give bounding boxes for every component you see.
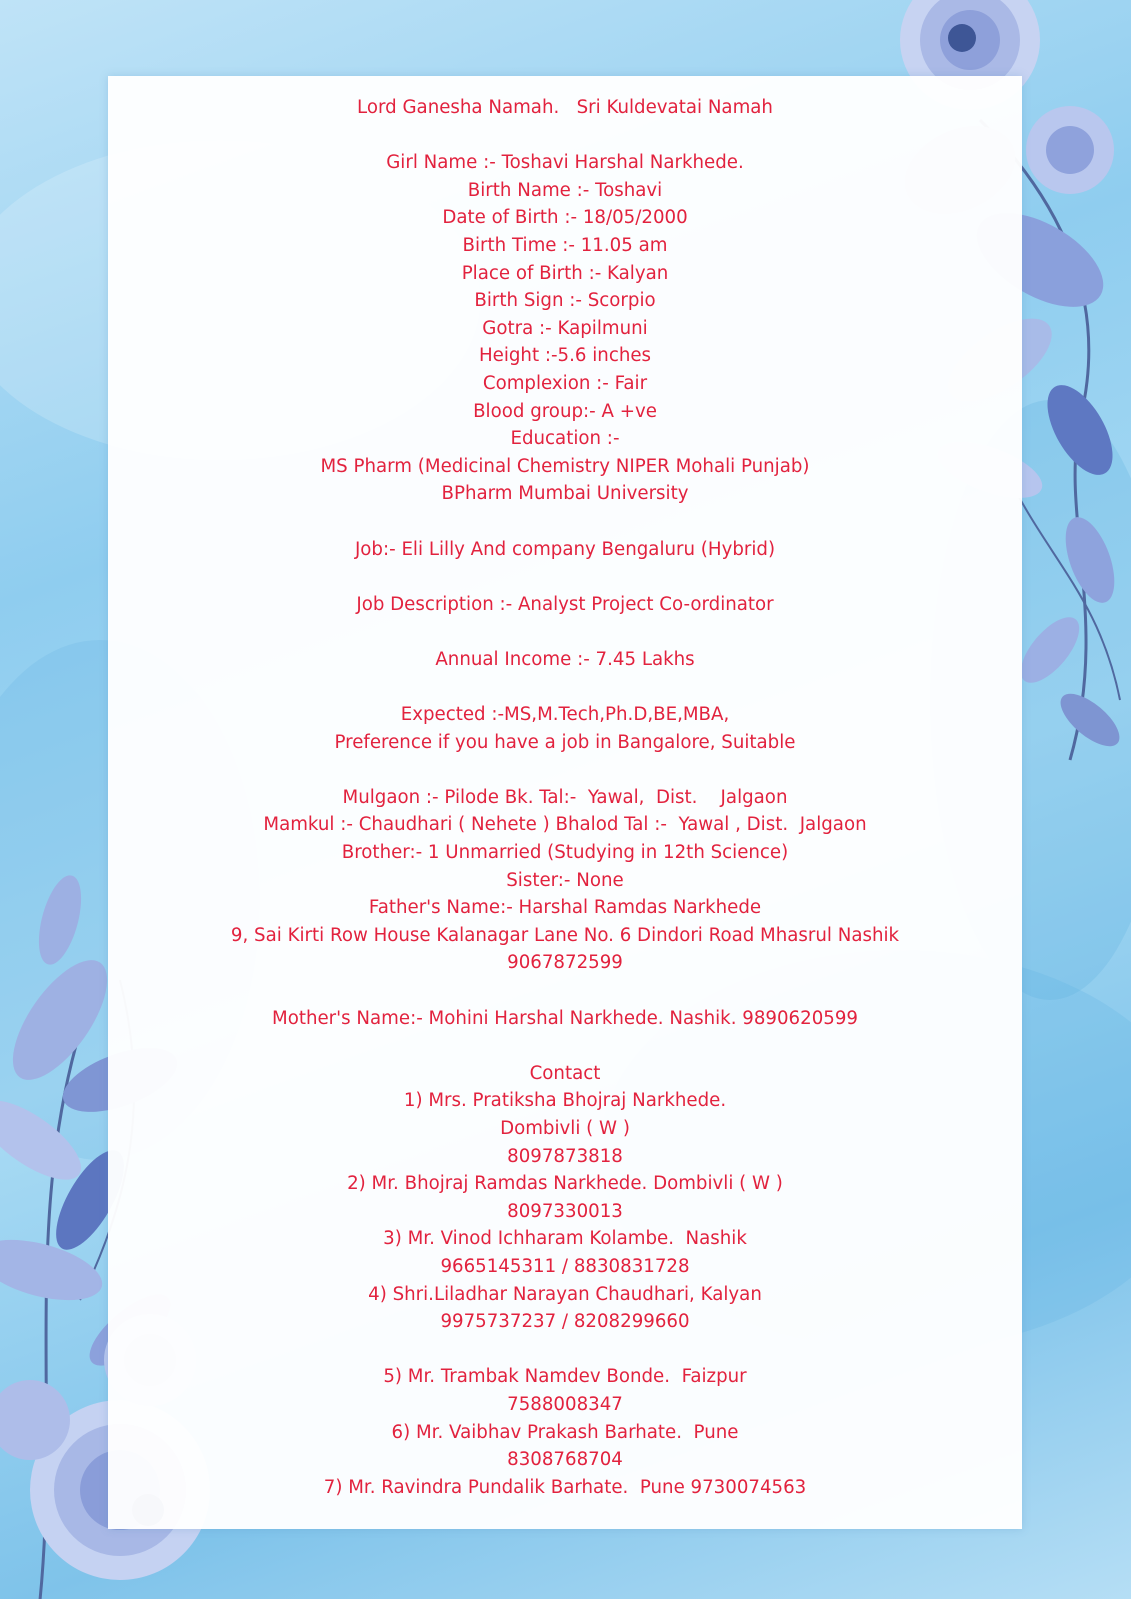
- address: 9, Sai Kirti Row House Kalanagar Lane No. 6 Dindori Road Mhasrul Nashik: [230, 924, 900, 946]
- education-label: Education :-: [510, 428, 620, 450]
- contact-line: 8097873818: [507, 1145, 623, 1167]
- date-of-birth: Date of Birth :- 18/05/2000: [442, 207, 688, 229]
- job-description: Job Description :- Analyst Project Co-ordinator: [356, 593, 774, 615]
- birth-sign: Birth Sign :- Scorpio: [474, 290, 656, 312]
- contact-line: 8097330013: [507, 1200, 623, 1222]
- birth-place: Place of Birth :- Kalyan: [461, 262, 669, 284]
- complexion: Complexion :- Fair: [482, 372, 648, 394]
- contact-line: 6) Mr. Vaibhav Prakash Barhate. Pune: [391, 1421, 739, 1443]
- brother: Brother:- 1 Unmarried (Studying in 12th Science): [341, 842, 789, 864]
- education-ms: MS Pharm (Medicinal Chemistry NIPER Mohali Punjab): [320, 455, 810, 477]
- contact-line: 9975737237 / 8208299660: [440, 1311, 690, 1333]
- mamkul: Mamkul :- Chaudhari ( Nehete ) Bhalod Tal :- Yawal , Dist. Jalgaon: [263, 814, 867, 836]
- preference: Preference if you have a job in Bangalore, Suitable: [334, 731, 796, 753]
- contact-line: Dombivli ( W ): [500, 1117, 630, 1139]
- mulgaon: Mulgaon :- Pilode Bk. Tal:- Yawal, Dist. Jalgaon: [342, 786, 788, 808]
- expected: Expected :-MS,M.Tech,Ph.D,BE,MBA,: [400, 704, 730, 726]
- girl-name: Girl Name :- Toshavi Harshal Narkhede.: [386, 152, 744, 174]
- contact-line: 9665145311 / 8830831728: [440, 1255, 690, 1277]
- father-name: Father's Name:- Harshal Ramdas Narkhede: [368, 897, 762, 919]
- mother-name: Mother's Name:- Mohini Harshal Narkhede. Nashik. 9890620599: [272, 1007, 858, 1029]
- contact-line: 5) Mr. Trambak Namdev Bonde. Faizpur: [383, 1366, 747, 1388]
- biodata-card: [108, 76, 1022, 1529]
- height: Height :-5.6 inches: [478, 345, 652, 367]
- education-bpharm: BPharm Mumbai University: [441, 483, 689, 505]
- contact-line: 2) Mr. Bhojraj Ramdas Narkhede. Dombivli ( W ): [347, 1173, 783, 1195]
- birth-name: Birth Name :- Toshavi: [467, 179, 663, 201]
- sister: Sister:- None: [506, 869, 624, 891]
- gotra: Gotra :- Kapilmuni: [482, 317, 648, 339]
- father-phone: 9067872599: [507, 952, 623, 974]
- contact-line: 1) Mrs. Pratiksha Bhojraj Narkhede.: [403, 1090, 727, 1112]
- job: Job:- Eli Lilly And company Bengaluru (Hybrid): [354, 538, 776, 560]
- contact-heading: Contact: [529, 1062, 601, 1084]
- contact-line: 7) Mr. Ravindra Pundalik Barhate. Pune 9730074563: [323, 1476, 807, 1498]
- blood-group: Blood group:- A +ve: [473, 400, 657, 422]
- contact-line: 3) Mr. Vinod Ichharam Kolambe. Nashik: [383, 1228, 747, 1250]
- invocation: Lord Ganesha Namah. Sri Kuldevatai Namah: [357, 97, 773, 118]
- birth-time: Birth Time :- 11.05 am: [462, 234, 668, 256]
- contact-line: 8308768704: [507, 1449, 623, 1471]
- contact-line: 4) Shri.Liladhar Narayan Chaudhari, Kalyan: [368, 1283, 762, 1305]
- biodata-text: [108, 94, 1022, 1501]
- annual-income: Annual Income :- 7.45 Lakhs: [435, 648, 695, 670]
- contact-line: 7588008347: [507, 1393, 623, 1415]
